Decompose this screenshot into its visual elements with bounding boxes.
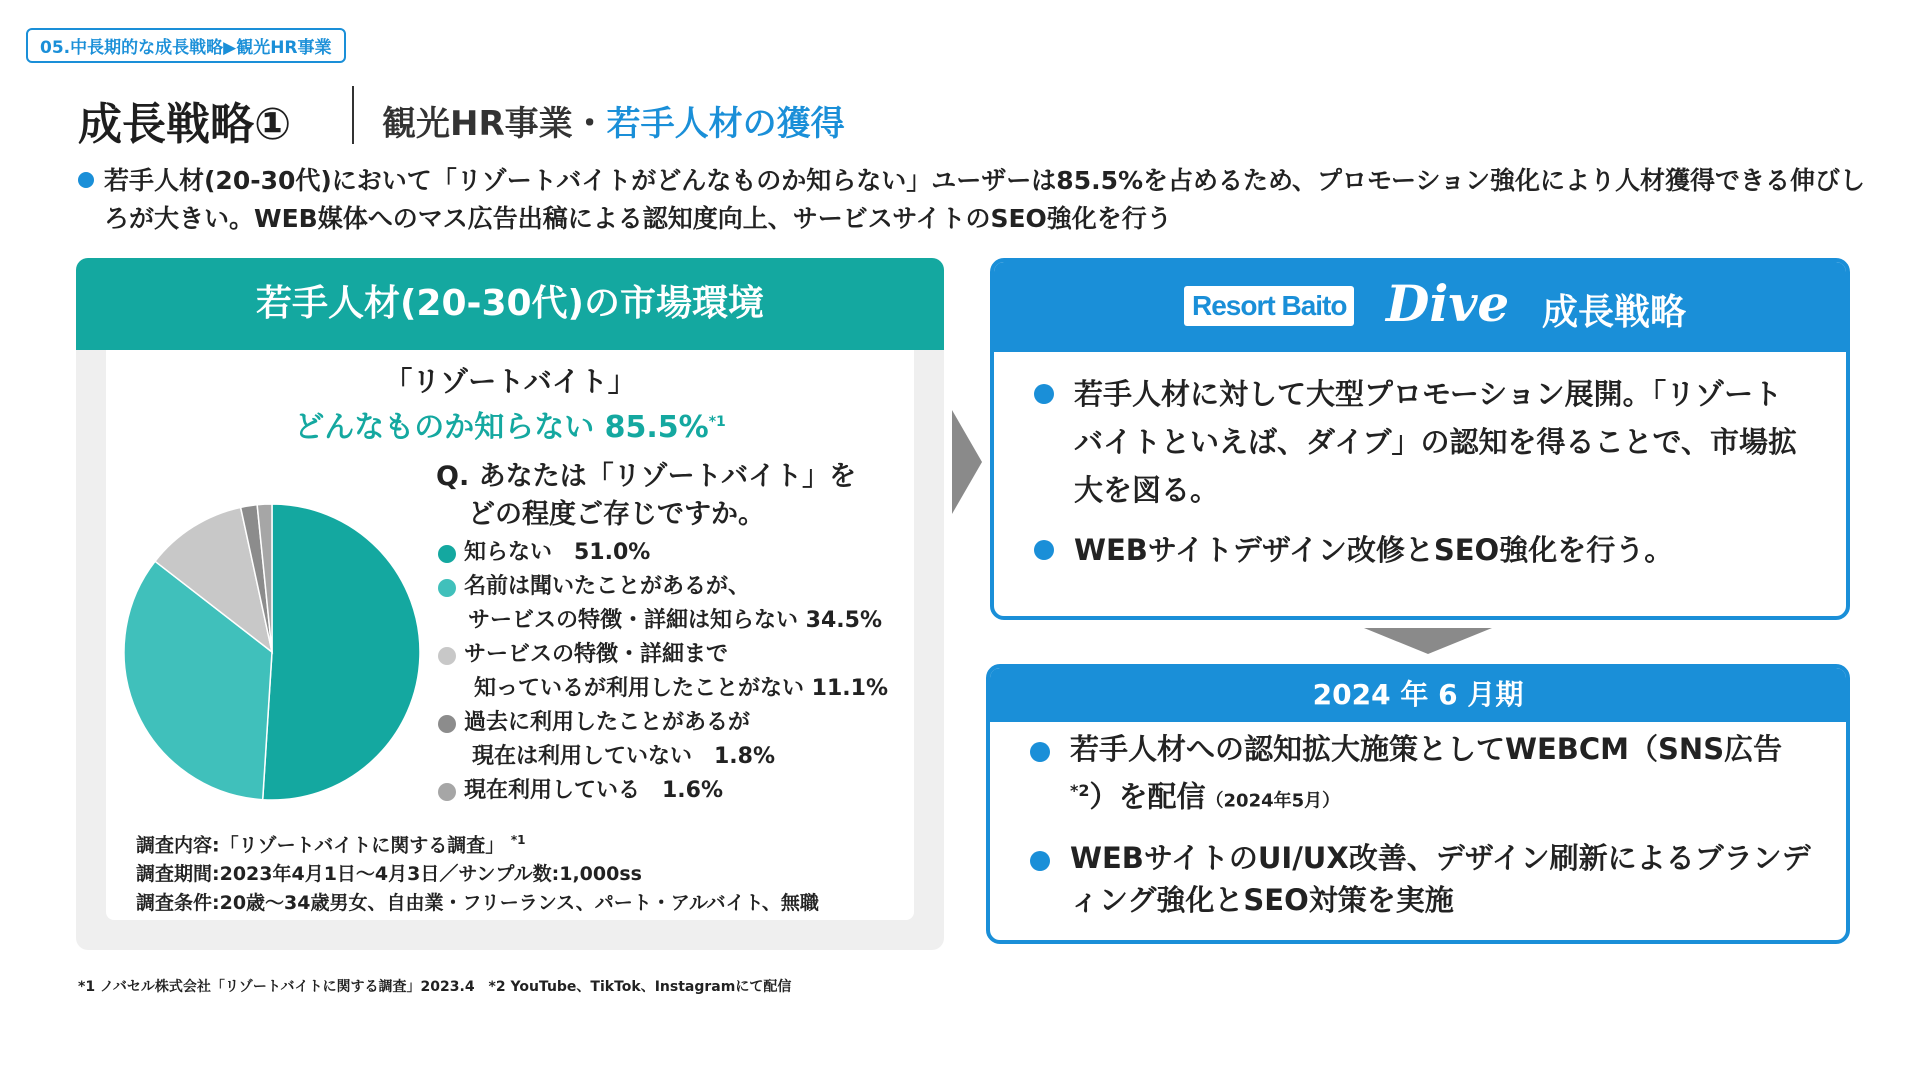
list-item	[1030, 370, 1810, 514]
page-title: 成長戦略①	[78, 99, 292, 150]
footnote: *1 ノバセル株式会社「リゾートバイトに関する調査」2023.4 *2 YouTube、TikTok、Instagramにて配信	[78, 979, 792, 995]
list-item-text: WEBサイトデザイン改修とSEO強化を行う。	[1074, 533, 1674, 567]
survey-conditions: 調査条件:20歳～34歳男女、自由業・フリーランス、パート・アルバイト、無職	[136, 892, 819, 915]
survey-details	[136, 826, 896, 918]
legend-swatch	[438, 545, 456, 563]
legend-label-line2: サービスの特徴・詳細は知らない 34.5%	[468, 608, 882, 633]
breadcrumb: 05.中長期的な成長戦略▶観光HR事業	[26, 28, 346, 63]
growth-strategy-panel	[990, 258, 1850, 620]
survey-question-line2: どの程度ご存じですか。	[468, 499, 765, 530]
bullet-icon	[1030, 851, 1050, 871]
bullet-icon	[1034, 540, 1054, 560]
list-item-date: （2024年5月）	[1205, 790, 1341, 812]
arrow-down-icon	[1364, 628, 1492, 654]
fy2024-panel	[986, 664, 1850, 944]
subtitle-highlight: 若手人材の獲得	[606, 104, 845, 144]
list-item-text-tail: ）を配信	[1089, 779, 1206, 814]
title-divider	[352, 86, 354, 144]
survey-question-line1: Q. あなたは「リゾートバイト」を	[436, 461, 857, 492]
intro-text: 若手人材(20-30代)において「リゾートバイトがどんなものか知らない」ユーザーは85.5%を占めるため、プロモーション強化により人材獲得できる伸びしろが大きい。WEB媒体へのマス広告出稿による認知度向上、サービスサイトのSEO強化を行う	[104, 166, 1866, 233]
survey-content-footnote: *1	[510, 833, 526, 847]
legend-item	[436, 774, 906, 808]
legend-label: サービスの特徴・詳細まで	[464, 642, 729, 667]
list-item-text: WEBサイトのUI/UX改善、デザイン刷新によるブランディング強化とSEO対策を実施	[1070, 840, 1811, 917]
subtitle-prefix: 観光HR事業・	[382, 104, 607, 144]
list-item	[1026, 728, 1816, 823]
legend-label: 現在利用している 1.6%	[464, 778, 724, 803]
market-panel-card	[106, 350, 914, 920]
legend-swatch	[438, 647, 456, 665]
survey-quote: 「リゾートバイト」	[384, 365, 636, 398]
awareness-pie-chart	[122, 502, 422, 802]
legend-item	[436, 570, 906, 638]
legend-label-line2: 現在は利用していない 1.8%	[472, 744, 776, 769]
legend-label: 名前は聞いたことがあるが、	[464, 574, 751, 599]
survey-headline-footnote: *1	[708, 414, 726, 430]
legend-swatch	[438, 783, 456, 801]
fy2024-list	[1026, 728, 1816, 935]
fy2024-heading: 2024 年 6 月期	[990, 668, 1846, 722]
legend-label-line2: 知っているが利用したことがない 11.1%	[474, 676, 888, 701]
intro-bullet-icon	[78, 172, 94, 188]
survey-question	[436, 458, 906, 534]
bullet-icon	[1034, 384, 1054, 404]
page-subtitle	[382, 96, 845, 145]
growth-strategy-heading	[994, 262, 1846, 352]
legend-label: 知らない 51.0%	[464, 540, 651, 565]
legend-swatch	[438, 579, 456, 597]
legend-item	[436, 638, 906, 706]
legend-swatch	[438, 715, 456, 733]
survey-headline-text: どんなものか知らない 85.5%	[294, 410, 709, 445]
legend-item	[436, 536, 906, 570]
list-item-text: 若手人材に対して大型プロモーション展開。「リゾートバイトといえば、ダイブ」の認知を得ることで、市場拡大を図る。	[1074, 377, 1797, 507]
growth-strategy-list	[1030, 370, 1810, 586]
survey-content	[136, 826, 896, 860]
growth-strategy-title: 成長戦略	[1542, 292, 1687, 333]
legend-label: 過去に利用したことがあるが	[464, 710, 751, 735]
survey-headline	[106, 402, 914, 446]
survey-content-text: 調査内容:「リゾートバイトに関する調査」	[136, 834, 505, 857]
legend-item	[436, 706, 906, 774]
market-panel	[76, 258, 944, 950]
resort-baito-logo: Resort Baito	[1184, 286, 1354, 326]
list-item-text: 若手人材への認知拡大施策としてWEBCM（SNS広告	[1070, 732, 1783, 766]
arrow-right-icon	[952, 410, 982, 514]
dive-logo: Dive	[1386, 274, 1510, 333]
survey-period: 調査期間:2023年4月1日～4月3日／サンプル数:1,000ss	[136, 863, 642, 886]
pie-legend	[436, 536, 906, 808]
market-panel-heading: 若手人材(20-30代)の市場環境	[76, 258, 944, 350]
bullet-icon	[1030, 742, 1050, 762]
list-item	[1030, 526, 1810, 574]
pie-slice-1	[263, 504, 420, 800]
list-item	[1026, 837, 1816, 921]
list-item-footnote: *2	[1070, 781, 1090, 800]
